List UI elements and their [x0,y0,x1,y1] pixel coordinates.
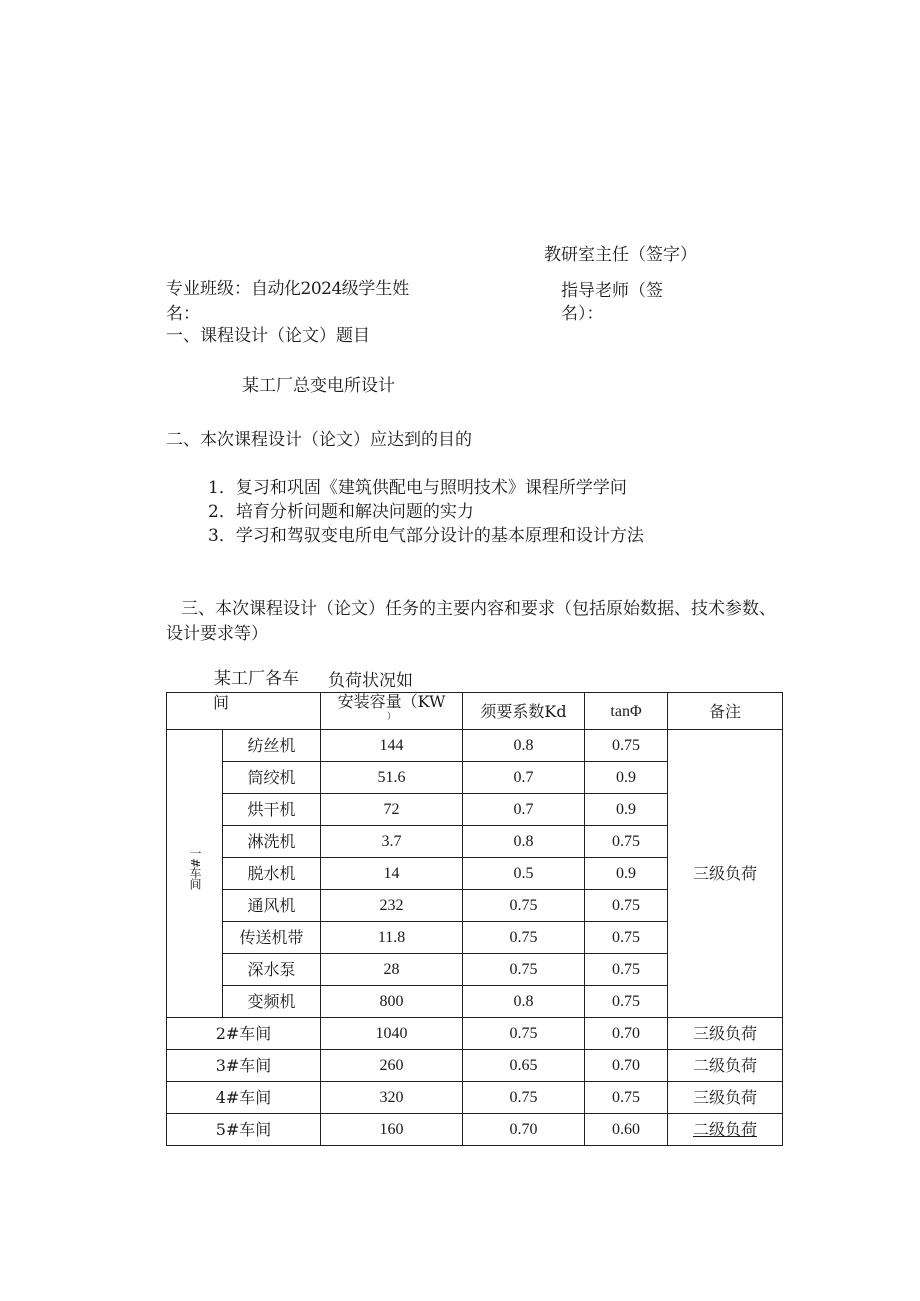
row-capacity: 28 [321,954,463,986]
student-name-label-cont: 名： [166,304,200,324]
row-name: 传送机带 [223,922,321,954]
header-capacity [321,693,463,730]
row-kd: 0.75 [463,1018,585,1050]
row-name: 4#车间 [167,1082,321,1114]
row-note: 三级负荷 [668,1082,783,1114]
objective-item-2: 2．培育分析问题和解决问题的实力 [208,502,474,522]
row-capacity: 260 [321,1050,463,1082]
objective-item-1: 1．复习和巩固《建筑供配电与照明技术》课程所学学问 [208,478,627,498]
section1-heading: 一、课程设计（论文）题目 [166,326,370,346]
header-workshop: 间 [167,693,321,730]
header-capacity-tail: ） [387,712,397,722]
row-note: 二级负荷 [668,1050,783,1082]
table-header-row [167,693,783,730]
class-label [166,278,409,300]
row-name: 纺丝机 [223,730,321,762]
row-tan: 0.75 [585,826,668,858]
objective-item-3: 3．学习和驾驭变电所电气部分设计的基本原理和设计方法 [208,526,644,546]
row-name: 脱水机 [223,858,321,890]
advisor-label: 指导老师（签 [561,281,663,301]
row-note: 三级负荷 [668,1018,783,1050]
advisor-label-cont: 名）： [561,304,604,324]
header-capacity-text: 安装容量（KW [337,692,446,711]
header-note: 备注 [668,693,783,730]
row-kd: 0.65 [463,1050,585,1082]
row-capacity: 14 [321,858,463,890]
row-kd: 0.7 [463,762,585,794]
table-row [167,730,783,762]
row-kd: 0.8 [463,826,585,858]
row-tan: 0.75 [585,986,668,1018]
row-kd: 0.8 [463,730,585,762]
class-value: 自动化2024级 [251,279,359,299]
row-name: 通风机 [223,890,321,922]
row-tan: 0.75 [585,890,668,922]
class-prefix: 专业班级： [166,279,251,299]
row-note: 二级负荷 [668,1114,783,1146]
row-name: 深水泵 [223,954,321,986]
section3-heading: 三、本次课程设计（论文）任务的主要内容和要求（包括原始数据、技术参数、 [181,599,776,619]
row-kd: 0.75 [463,1082,585,1114]
table-row [167,1018,783,1050]
row-capacity: 144 [321,730,463,762]
row-kd: 0.5 [463,858,585,890]
design-title: 某工厂总变电所设计 [242,376,395,396]
table-row [167,1082,783,1114]
row-kd: 0.75 [463,954,585,986]
row-tan: 0.75 [585,730,668,762]
row-tan: 0.75 [585,1082,668,1114]
row-name: 烘干机 [223,794,321,826]
group1-label: 一#车间 [188,847,202,890]
group1-label-cell [167,730,223,1018]
row-tan: 0.60 [585,1114,668,1146]
row-name: 3#车间 [167,1050,321,1082]
row-name: 5#车间 [167,1114,321,1146]
row-tan: 0.70 [585,1050,668,1082]
row-tan: 0.75 [585,922,668,954]
table-caption-b: 负荷状况如 [328,671,413,691]
row-capacity: 160 [321,1114,463,1146]
row-capacity: 800 [321,986,463,1018]
row-capacity: 1040 [321,1018,463,1050]
row-tan: 0.70 [585,1018,668,1050]
row-capacity: 72 [321,794,463,826]
row-capacity: 3.7 [321,826,463,858]
header-kd: 须要系数Kd [463,693,585,730]
row-kd: 0.75 [463,922,585,954]
row-tan: 0.75 [585,954,668,986]
row-capacity: 320 [321,1082,463,1114]
row-capacity: 51.6 [321,762,463,794]
table-row [167,1114,783,1146]
header-tan: tanΦ [585,693,668,730]
row-tan: 0.9 [585,858,668,890]
table-caption-a: 某工厂各车 [214,669,299,689]
row-tan: 0.9 [585,794,668,826]
row-name: 变频机 [223,986,321,1018]
row-kd: 0.70 [463,1114,585,1146]
row-name: 筒绞机 [223,762,321,794]
row-kd: 0.7 [463,794,585,826]
director-signature-label: 教研室主任（签字） [544,245,697,265]
group1-note: 三级负荷 [668,730,783,1018]
row-capacity: 232 [321,890,463,922]
table-row [167,1050,783,1082]
row-name: 2#车间 [167,1018,321,1050]
section2-heading: 二、本次课程设计（论文）应达到的目的 [166,430,472,450]
load-table [166,692,783,1146]
row-tan: 0.9 [585,762,668,794]
row-capacity: 11.8 [321,922,463,954]
row-kd: 0.75 [463,890,585,922]
section3-heading-cont: 设计要求等） [166,624,268,644]
student-name-label: 学生姓 [358,279,410,299]
row-kd: 0.8 [463,986,585,1018]
row-name: 淋洗机 [223,826,321,858]
